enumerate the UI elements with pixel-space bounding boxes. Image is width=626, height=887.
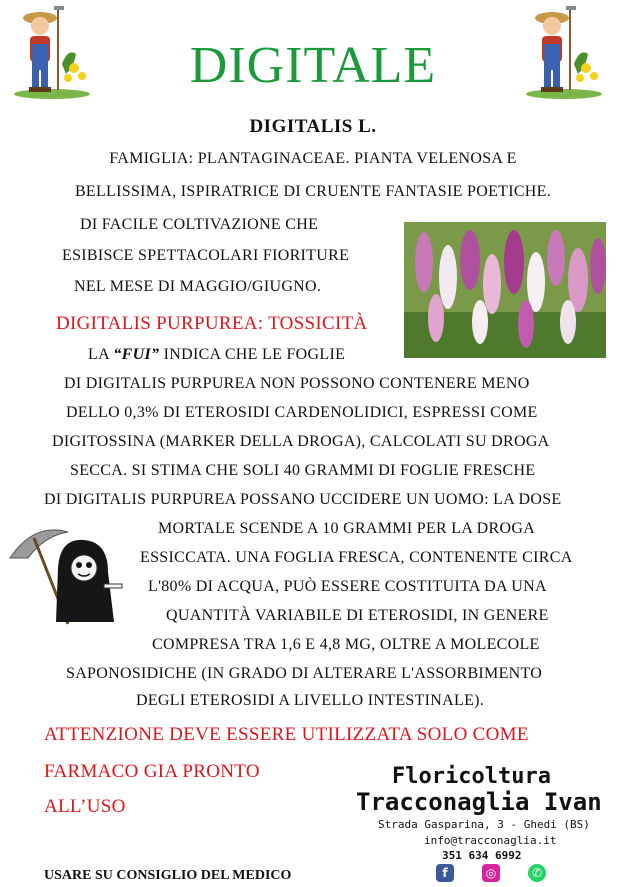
warning-line-1: ATTENZIONE DEVE ESSERE UTILIZZATA SOLO COME bbox=[44, 724, 529, 745]
toxicity-line-4: DIGITOSSINA (MARKER DELLA DROGA), CALCOLATI SU DROGA bbox=[52, 433, 550, 450]
intro-line-5: NEL MESE DI MAGGIO/GIUGNO. bbox=[74, 278, 322, 295]
whatsapp-icon[interactable]: ✆ bbox=[528, 864, 546, 882]
intro-line-2: BELLISSIMA, ISPIRATRICE DI CRUENTE FANTASIE POETICHE. bbox=[74, 183, 552, 200]
page-subtitle: DIGITALIS L. bbox=[249, 116, 377, 137]
toxicity-line-13: DEGLI ETEROSIDI A LIVELLO INTESTINALE). bbox=[136, 692, 485, 709]
toxicity-line-2: DI DIGITALIS PURPUREA NON POSSONO CONTENERE MENO bbox=[64, 375, 530, 392]
toxicity-line-1-pre: LA bbox=[88, 346, 110, 363]
shop-address: Strada Gasparina, 3 - Ghedi (BS) bbox=[378, 818, 590, 831]
toxicity-line-1-post: INDICA CHE LE FOGLIE bbox=[163, 346, 346, 363]
facebook-icon[interactable]: f bbox=[436, 864, 454, 882]
shop-phone[interactable]: 351 634 6992 bbox=[442, 849, 522, 862]
toxicity-line-3: DELLO 0,3% DI ETEROSIDI CARDENOLIDICI, ESPRESSI COME bbox=[66, 404, 538, 421]
intro-line-1: FAMIGLIA: PLANTAGINACEAE. PIANTA VELENOSA E bbox=[109, 150, 517, 167]
grim-reaper-icon bbox=[4, 518, 128, 628]
toxicity-line-12: SAPONOSIDICHE (IN GRADO DI ALTERARE L'ASSORBIMENTO bbox=[66, 665, 543, 682]
fui-label: “FUI” bbox=[113, 346, 160, 363]
instagram-icon[interactable]: ◎ bbox=[482, 864, 500, 882]
toxicity-line-1 bbox=[88, 346, 345, 364]
shop-line-2: Tracconaglia Ivan bbox=[356, 788, 602, 816]
intro-line-3: DI FACILE COLTIVAZIONE CHE bbox=[80, 216, 319, 233]
toxicity-line-5: SECCA. SI STIMA CHE SOLI 40 GRAMMI DI FOGLIE FRESCHE bbox=[70, 462, 536, 479]
toxicity-line-11: COMPRESA TRA 1,6 E 4,8 MG, OLTRE A MOLECOLE bbox=[152, 636, 540, 653]
intro-line-4: ESIBISCE SPETTACOLARI FIORITURE bbox=[62, 247, 350, 264]
foxglove-photo bbox=[404, 222, 606, 358]
toxicity-line-9: L'80% DI ACQUA, PUÒ ESSERE COSTITUITA DA UNA bbox=[148, 578, 547, 595]
warning-line-3: ALL’USO bbox=[44, 796, 126, 817]
toxicity-heading: DIGITALIS PURPUREA: TOSSICITÀ bbox=[56, 313, 368, 334]
medical-advice: USARE SU CONSIGLIO DEL MEDICO bbox=[44, 868, 292, 883]
toxicity-line-6: DI DIGITALIS PURPUREA POSSANO UCCIDERE UN UOMO: LA DOSE bbox=[44, 491, 562, 508]
shop-email[interactable]: info@tracconaglia.it bbox=[424, 834, 557, 847]
warning-line-2: FARMACO GIA PRONTO bbox=[44, 761, 260, 782]
toxicity-line-7: MORTALE SCENDE A 10 GRAMMI PER LA DROGA bbox=[158, 520, 536, 537]
toxicity-line-10: QUANTITÀ VARIABILE DI ETEROSIDI, IN GENERE bbox=[166, 607, 549, 624]
toxicity-line-8: ESSICCATA. UNA FOGLIA FRESCA, CONTENENTE CIRCA bbox=[140, 549, 573, 566]
shop-line-1: Floricoltura bbox=[392, 764, 551, 789]
page-title: DIGITALE bbox=[189, 37, 437, 94]
